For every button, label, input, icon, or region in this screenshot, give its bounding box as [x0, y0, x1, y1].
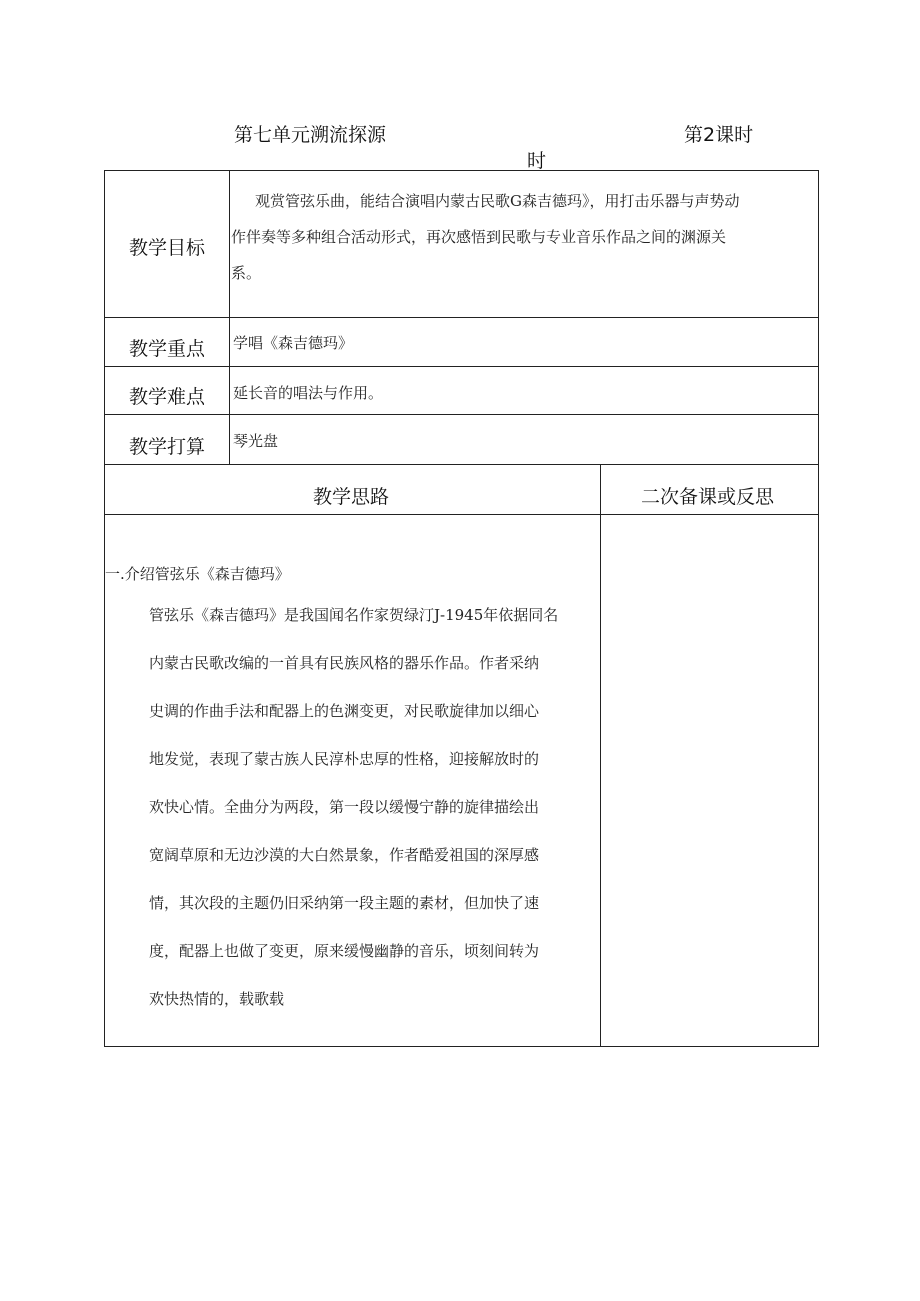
- section-title: 一.介绍管弦乐《森吉德玛》: [105, 565, 290, 583]
- content-line: 史调的作曲手法和配器上的色渊变更，对民歌旋律加以细心: [149, 702, 540, 720]
- content-line: 度，配器上也做了变更，原来缓慢幽静的音乐，顷刻间转为: [149, 942, 540, 960]
- difficulty-value: 延长音的唱法与作用。: [233, 384, 384, 402]
- content-line: 宽阔草原和无边沙漠的大白然景象，作者酷爱祖国的深厚感: [149, 846, 540, 864]
- reflection-header: 二次备课或反思: [641, 486, 775, 508]
- lesson-label: 第2课时: [684, 124, 754, 146]
- row-divider: [105, 317, 818, 318]
- content-line: 情，其次段的主题仍旧采纳第一段主题的素材，但加快了速: [149, 894, 540, 912]
- goal-line: 观赏管弦乐曲，能结合演唱内蒙古民歌G森吉德玛》，用打击乐器与声势动: [255, 192, 740, 210]
- content-body: [149, 605, 604, 1037]
- difficulty-label: 教学难点: [128, 386, 205, 408]
- preparation-label: 教学打算: [128, 436, 205, 458]
- column-divider: [229, 171, 230, 464]
- goal-label: 教学目标: [128, 237, 205, 259]
- unit-title: 第七单元溯流探源: [234, 124, 387, 146]
- content-line: 内蒙古民歌改编的一首具有民族风格的器乐作品。作者采纳: [149, 654, 540, 672]
- lesson-label-wrap: 时: [527, 150, 547, 172]
- row-divider: [105, 464, 818, 465]
- row-divider: [105, 514, 818, 515]
- content-line: 欢快热情的，载歌载: [149, 990, 285, 1008]
- content-line: 地发觉，表现了蒙古族人民淳朴忠厚的性格，迎接解放时的: [149, 750, 540, 768]
- teaching-approach-header: 教学思路: [313, 486, 390, 508]
- lesson-plan-table: [104, 170, 819, 1047]
- content-line: 欢快心情。全曲分为两段，第一段以缓慢宁静的旋律描绘出: [149, 798, 540, 816]
- goal-line: 作伴奏等多种组合活动形式，再次感悟到民歌与专业音乐作品之间的渊源关: [231, 228, 727, 246]
- key-point-value: 学唱《森吉德玛》: [233, 334, 354, 352]
- row-divider: [105, 414, 818, 415]
- goal-text: [231, 183, 820, 291]
- goal-line: 系。: [231, 264, 262, 282]
- row-divider: [105, 366, 818, 367]
- key-point-label: 教学重点: [128, 338, 205, 360]
- preparation-value: 琴光盘: [233, 432, 279, 450]
- content-line: 管弦乐《森吉德玛》是我国闻名作家贺绿汀J-1945年依据同名: [149, 606, 559, 624]
